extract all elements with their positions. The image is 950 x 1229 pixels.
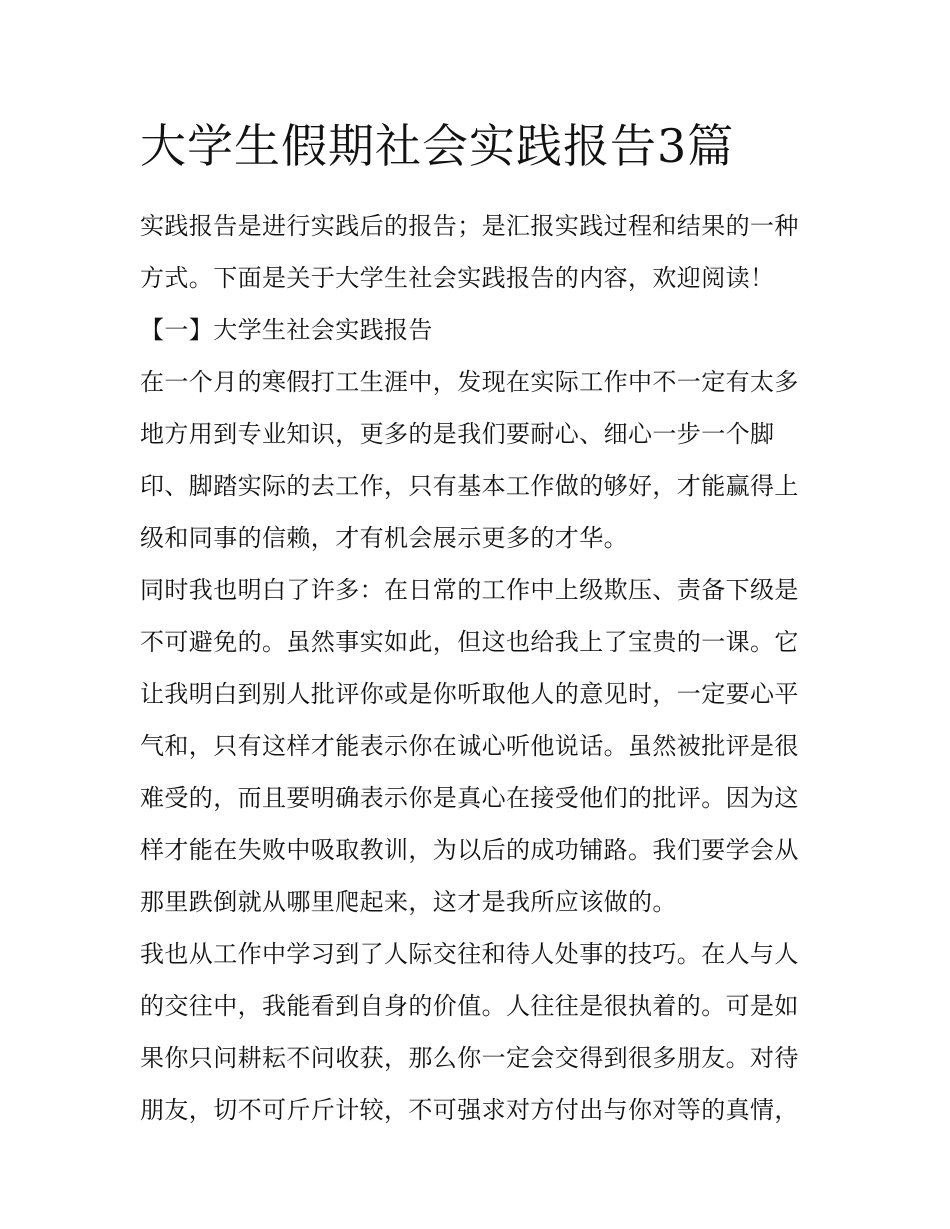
document-body — [140, 200, 815, 1136]
paragraph-line: 我也从工作中学习到了人际交往和待人处事的技巧。在人与人 — [140, 940, 799, 968]
paragraph-line: 样才能在失败中吸取教训，为以后的成功铺路。我们要学会从 — [140, 836, 799, 864]
paragraph-line: 那里跌倒就从哪里爬起来，这才是我所应该做的。 — [140, 888, 677, 916]
intro-line-1: 实践报告是进行实践后的报告；是汇报实践过程和结果的一种 — [140, 212, 799, 240]
document-title: 大学生假期社会实践报告3篇 — [140, 119, 735, 173]
paragraph-line: 果你只问耕耘不问收获，那么你一定会交得到很多朋友。对待 — [140, 1044, 799, 1072]
section-heading: 【一】大学生社会实践报告 — [140, 316, 433, 344]
paragraph-line: 印、脚踏实际的去工作，只有基本工作做的够好，才能赢得上 — [140, 472, 799, 500]
paragraph-line: 同时我也明白了许多：在日常的工作中上级欺压、责备下级是 — [140, 576, 799, 604]
paragraph-line: 不可避免的。虽然事实如此，但这也给我上了宝贵的一课。它 — [140, 628, 799, 656]
paragraph-line: 气和，只有这样才能表示你在诚心听他说话。虽然被批评是很 — [140, 732, 799, 760]
intro-line-2: 方式。下面是关于大学生社会实践报告的内容，欢迎阅读！ — [140, 264, 775, 292]
paragraph-line: 的交往中，我能看到自身的价值。人往往是很执着的。可是如 — [140, 992, 799, 1020]
paragraph-line: 让我明白到别人批评你或是你听取他人的意见时，一定要心平 — [140, 680, 799, 708]
paragraph-line: 在一个月的寒假打工生涯中，发现在实际工作中不一定有太多 — [140, 368, 799, 396]
paragraph-line: 难受的，而且要明确表示你是真心在接受他们的批评。因为这 — [140, 784, 799, 812]
paragraph-line: 地方用到专业知识，更多的是我们要耐心、细心一步一个脚 — [140, 420, 775, 448]
paragraph-line: 级和同事的信赖，才有机会展示更多的才华。 — [140, 524, 628, 552]
paragraph-line: 朋友，切不可斤斤计较，不可强求对方付出与你对等的真情， — [140, 1096, 799, 1124]
